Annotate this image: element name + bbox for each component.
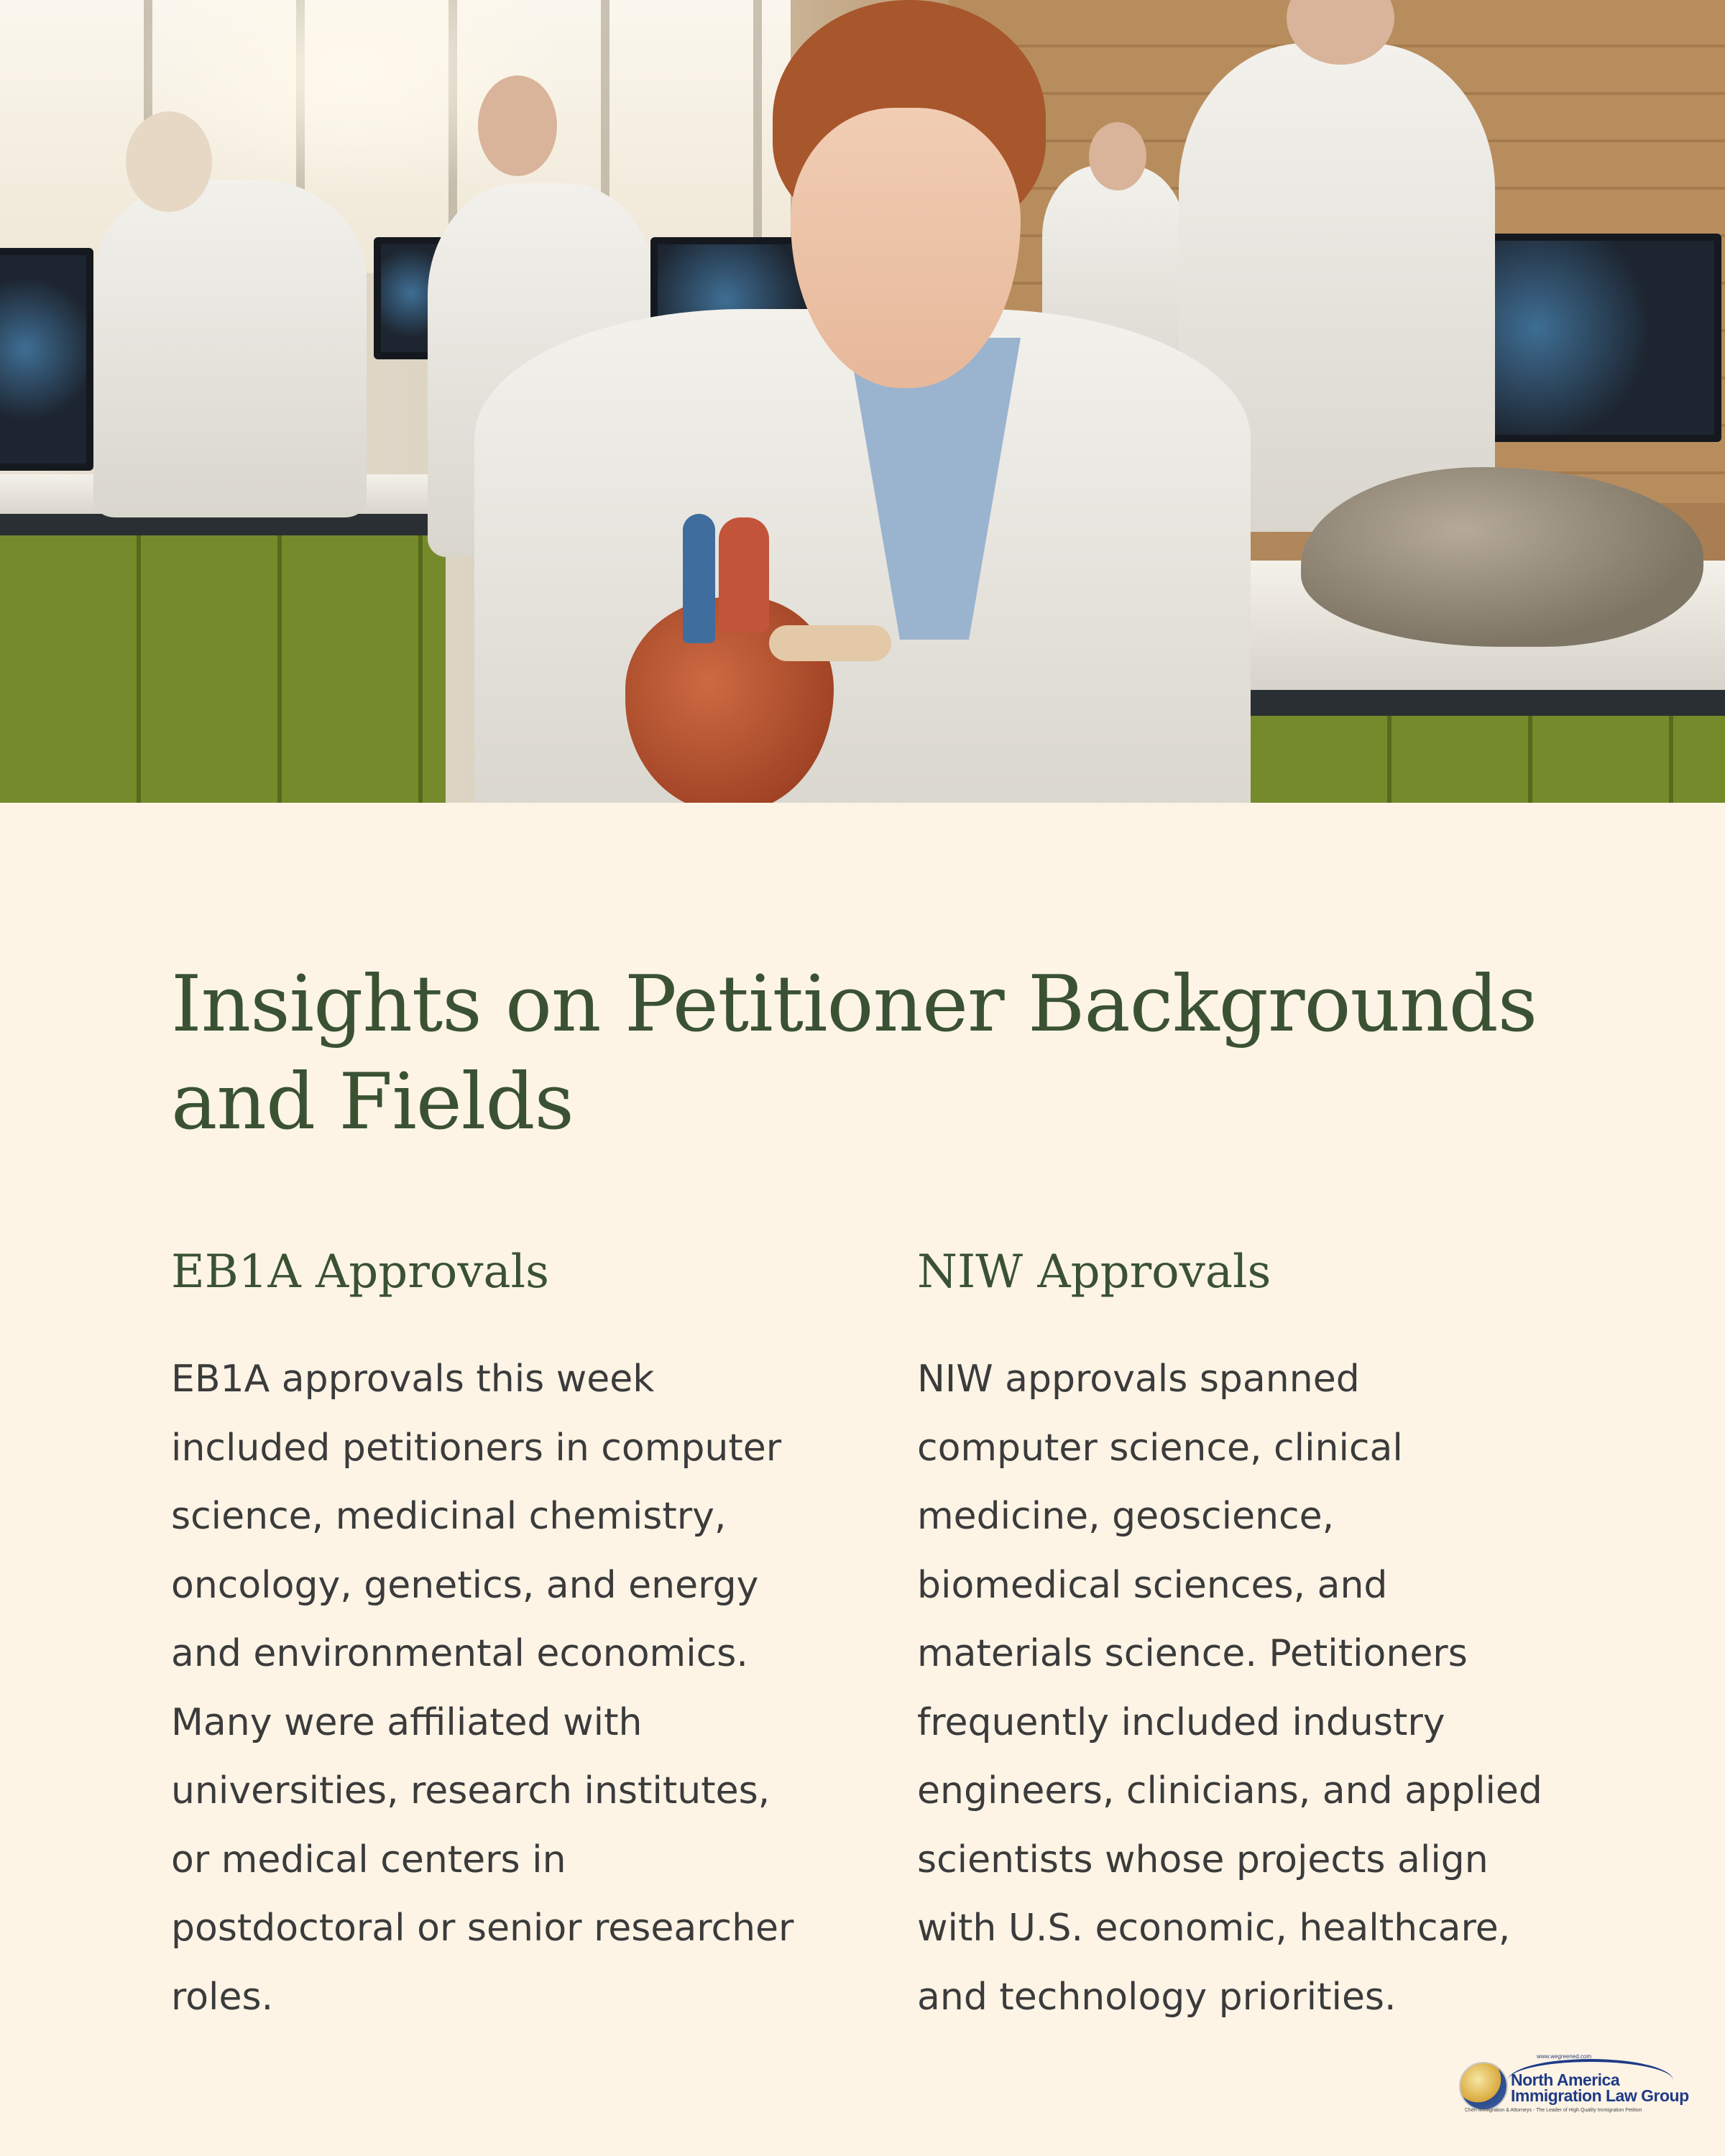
- lab-bench-edge-right: [1222, 690, 1725, 716]
- logo-tagline: Chen Immigration & Attorneys - The Leader of High Quality Immigration Petition: [1465, 2108, 1642, 2113]
- lab-monitor-left: [0, 248, 93, 471]
- scientist-back-head: [1089, 122, 1146, 190]
- niw-section-body: NIW approvals spanned computer science, clinical medicine, geoscience, biomedical sciences, and materials science. Petitioners frequently included industry engineers, clinicians, and applied scientists whose projects align with U.S. economic, healthcare, and technology priorities.: [917, 1358, 1542, 2019]
- eb1a-section-title: EB1A Approvals: [171, 1245, 549, 1299]
- heart-model-artery: [769, 625, 891, 661]
- eb1a-section-body: EB1A approvals this week included petitioners in computer science, medicinal chemistry, oncology, genetics, and energy and environmental economics. Many were affiliated with universities, research institutes, or medical centers in postdoctoral or senior researcher roles.: [171, 1358, 794, 2019]
- company-logo: [1458, 2052, 1689, 2113]
- hero-image: [0, 0, 1725, 803]
- logo-url: www.wegreened.com: [1537, 2053, 1592, 2060]
- lab-cabinet-left: [0, 535, 446, 803]
- lab-cabinet-right: [1251, 716, 1725, 803]
- eb1a-section: [171, 1243, 804, 2032]
- scientist-left-head: [126, 111, 212, 212]
- logo-name-line1: North America: [1511, 2070, 1620, 2089]
- niw-section: [917, 1243, 1550, 2032]
- logo-name-line2: Immigration Law Group: [1511, 2086, 1689, 2105]
- scientist-center-head: [478, 75, 557, 176]
- globe-icon: [1459, 2062, 1508, 2111]
- page-title: Insights on Petitioner Backgrounds and Fields: [171, 959, 1537, 1147]
- heart-model-aorta: [719, 517, 769, 632]
- scientist-left-coat: [93, 180, 367, 517]
- heart-model-vein: [683, 514, 715, 643]
- niw-section-title: NIW Approvals: [917, 1245, 1271, 1299]
